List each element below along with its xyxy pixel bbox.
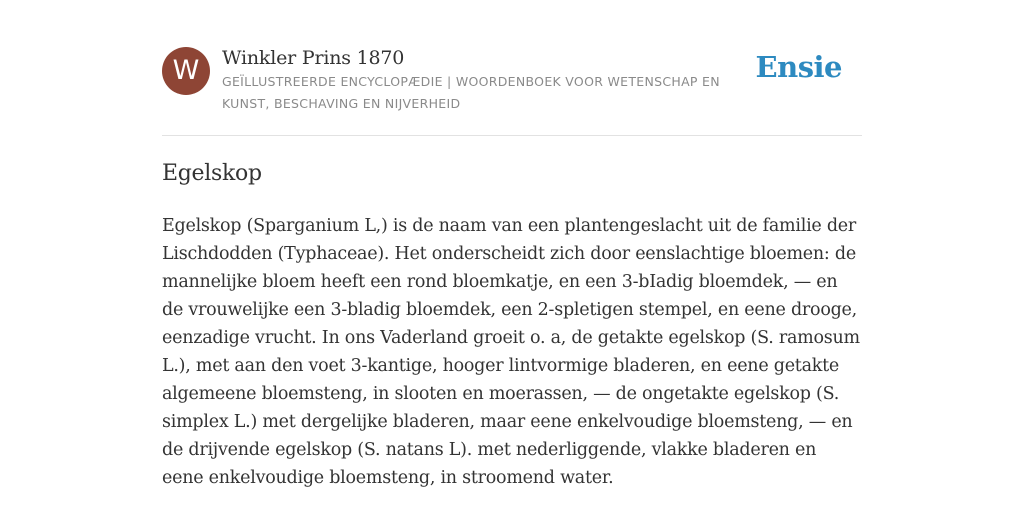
entry-body: Egelskop (Sparganium L,) is de naam van een plantengeslacht uit de familie der Lischdodden (Typhaceae). Het onderscheidt zich door eenslachtige bloemen: de mannelijke bloem heeft een rond bloemkatje, en een 3-bIadig bloemdek, — en de vrouwelijke een 3-bladig bloemdek, een 2-spletigen stempel, en eene drooge, eenzadige vrucht. In ons Vaderland groeit o. a, de getakte egelskop (S. ramosum L.), met aan den voet 3-kantige, hooger lintvormige bladeren, en eene getakte algemeene bloemsteng, in slooten en moerassen, — de ongetakte egelskop (S. simplex L.) met dergelijke bladeren, maar eene enkelvoudige bloemsteng, — en de drijvende egelskop (S. natans L). met nederliggende, vlakke bladeren en eene enkelvoudige bloemsteng, in stroomend water.	[162, 216, 860, 488]
source-avatar[interactable]: W	[162, 47, 210, 95]
source-title-link[interactable]: Winkler Prins 1870	[222, 47, 405, 69]
source-info	[222, 44, 752, 115]
ensie-logo[interactable]: Ensie	[755, 50, 842, 84]
entry-title: Egelskop	[162, 161, 262, 186]
entry	[162, 156, 862, 492]
source-header	[162, 44, 862, 136]
source-subtitle: GEÏLLUSTREERDE ENCYCLOPÆDIE | WOORDENBOEK VOOR WETENSCHAP EN KUNST, BESCHAVING EN NIJVERHEID	[222, 74, 720, 111]
